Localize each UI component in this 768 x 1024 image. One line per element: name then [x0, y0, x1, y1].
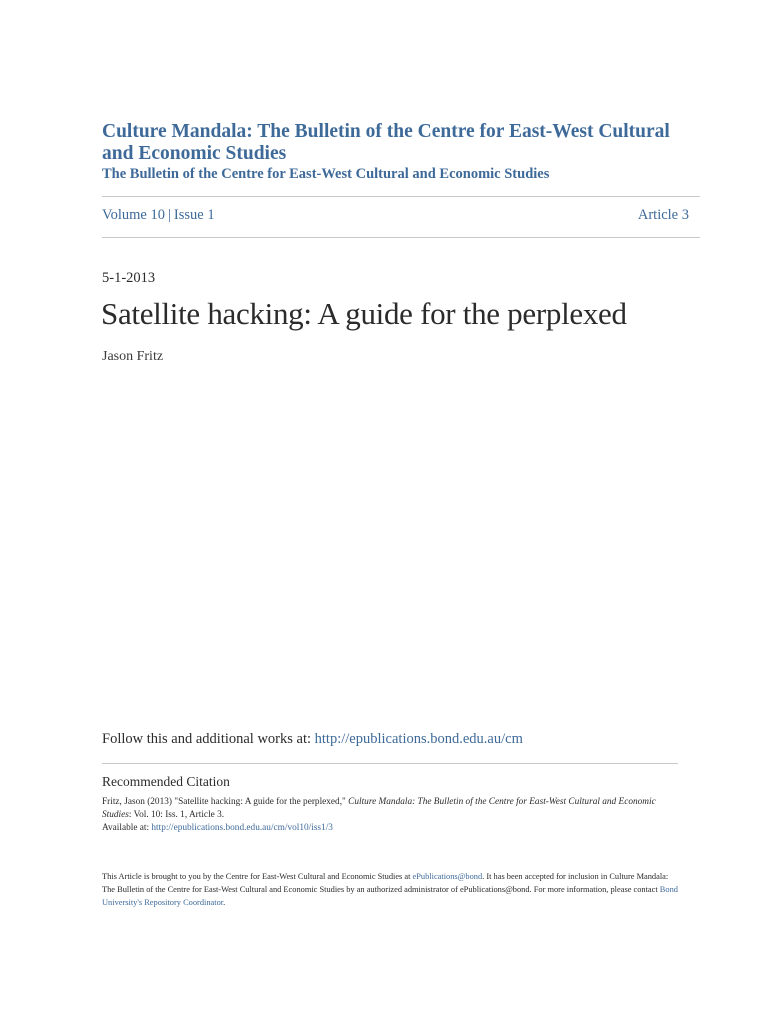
- epublications-link[interactable]: ePublications@bond: [412, 872, 483, 881]
- follow-label: Follow this and additional works at:: [102, 731, 315, 747]
- footer-note: [102, 870, 682, 909]
- follow-line: [102, 731, 523, 748]
- author-name: Jason Fritz: [102, 349, 164, 364]
- footer-part1: This Article is brought to you by the Centre for East-West Cultural and Economic Studies at: [102, 872, 413, 881]
- article-number-link[interactable]: Article 3: [637, 207, 689, 223]
- available-label: Available at:: [102, 823, 152, 833]
- footer-part3: .: [223, 898, 226, 907]
- volume-issue-line: [102, 207, 215, 224]
- recommended-citation-heading: Recommended Citation: [102, 774, 230, 789]
- publication-date: 5-1-2013: [102, 270, 156, 286]
- available-url-link[interactable]: http://epublications.bond.edu.au/cm/vol10/iss1/3: [151, 823, 333, 833]
- issue-link[interactable]: Issue 1: [173, 207, 215, 223]
- article-title: Satellite hacking: A guide for the perplexed: [101, 296, 627, 331]
- citation-text: [102, 796, 682, 835]
- follow-url-link[interactable]: http://epublications.bond.edu.au/cm: [314, 731, 523, 747]
- repository-coordinator-link[interactable]: Bond University's Repository Coordinator: [102, 885, 678, 907]
- divider-bottom: [102, 237, 700, 238]
- journal-subtitle[interactable]: The Bulletin of the Centre for East-West Cultural and Economic Studies: [102, 166, 550, 182]
- divider-citation: [102, 763, 678, 764]
- journal-title[interactable]: Culture Mandala: The Bulletin of the Centre for East-West Cultural and Economic Studies: [102, 121, 670, 164]
- divider-top: [102, 196, 700, 197]
- citation-prefix: Fritz, Jason (2013) "Satellite hacking: A guide for the perplexed,": [102, 797, 349, 807]
- citation-journal: Culture Mandala: The Bulletin of the Centre for East-West Cultural and Economic Studies: [102, 797, 656, 820]
- volume-link[interactable]: Volume 10: [102, 207, 165, 223]
- volume-issue-separator: |: [167, 207, 171, 223]
- citation-suffix: : Vol. 10: Iss. 1, Article 3.: [128, 810, 225, 820]
- footer-part2: . It has been accepted for inclusion in Culture Mandala: The Bulletin of the Centre for East-West Cultural and Economic Studies by an authorized administrator of ePublications@bond. For more information, please contact: [102, 872, 669, 894]
